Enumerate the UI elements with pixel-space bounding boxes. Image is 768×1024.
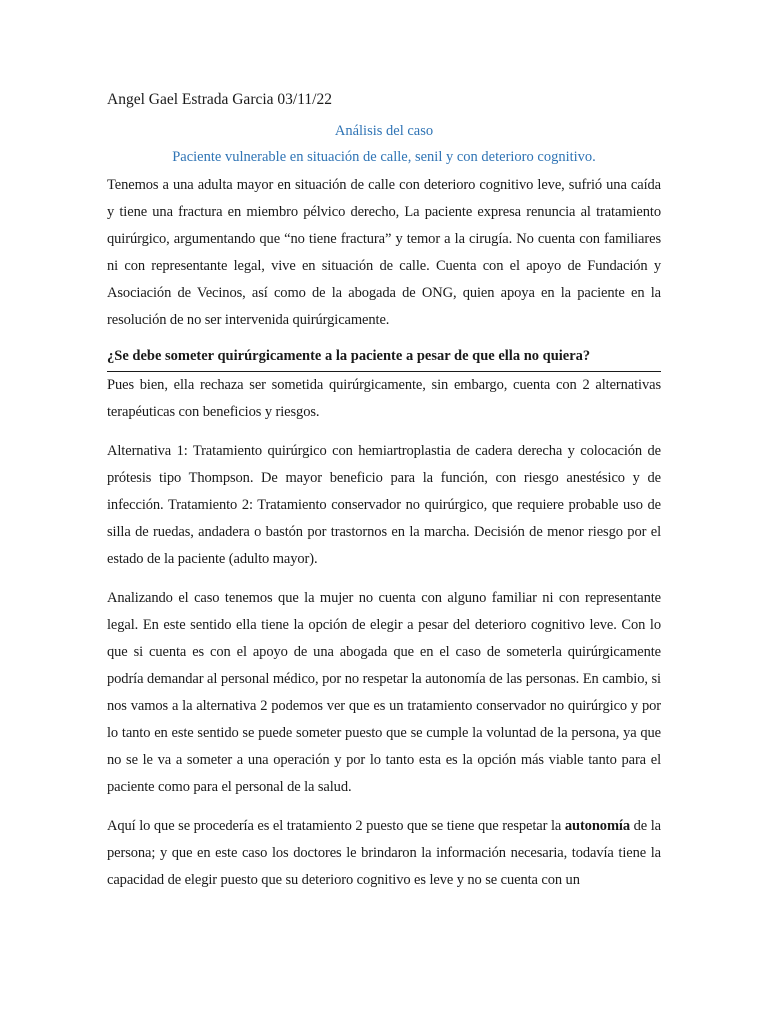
paragraph-alternatives-intro: Pues bien, ella rechaza ser sometida quirúrgicamente, sin embargo, cuenta con 2 alternativas terapéuticas con beneficios y riesgos. [107,377,661,420]
paragraph-conclusion [107,813,661,894]
paragraph-alternatives-detail: Alternativa 1: Tratamiento quirúrgico con hemiartroplastia de cadera derecha y colocación de prótesis tipo Thompson. De mayor beneficio para la función, con riesgo anestésico y de infección. Tratamiento 2: Tratamiento conservador no quirúrgico, que requiere probable uso de silla de ruedas, andadera o bastón por trastornos en la marcha. Decisión de menor riesgo por el estado de la paciente (adulto mayor). [107,443,661,567]
conclusion-text-end: de la persona; y que en este caso los doctores le brindaron la información necesaria, todavía tiene la capacidad de elegir puesto que su deterioro cognitivo es leve y no se cuenta con un [107,818,661,888]
document-title: Análisis del caso [334,123,434,139]
document-subtitle: Paciente vulnerable en situación de calle, senil y con deterioro cognitivo. [172,149,596,165]
paragraph-case-summary: Tenemos a una adulta mayor en situación de calle con deterioro cognitivo leve, sufrió una caída y tiene una fractura en miembro pélvico derecho, La paciente expresa renuncia al tratamiento quirúrgico, argumentando que “no tiene fractura” y temor a la cirugía. No cuenta con familiares ni con representante legal, vive en situación de calle. Cuenta con el apoyo de Fundación y Asociación de Vecinos, así como de la abogada de ONG, quien apoya en la paciente en la resolución de no ser intervenida quirúrgicamente. [107,177,661,328]
document-page [107,86,661,906]
emphasis-autonomia: autonomía [564,818,631,834]
question-heading: ¿Se debe someter quirúrgicamente a la paciente a pesar de que ella no quiera? [107,344,661,372]
author-date-line: Angel Gael Estrada Garcia 03/11/22 [107,91,332,108]
conclusion-text-start: Aquí lo que se procedería es el tratamiento 2 puesto que se tiene que respetar la [107,818,565,834]
paragraph-analysis: Analizando el caso tenemos que la mujer no cuenta con alguno familiar ni con representante legal. En este sentido ella tiene la opción de elegir a pesar del deterioro cognitivo leve. Con lo que si cuenta es con el apoyo de una abogada que en el caso de someterla quirúrgicamente podría demandar al personal médico, por no respetar la autonomía de las personas. En cambio, si nos vamos a la alternativa 2 podemos ver que es un tratamiento conservador no quirúrgico y por lo tanto en este sentido se puede someter puesto que se cumple la voluntad de la persona, ya que no se le va a someter a una operación y por lo tanto esta es la opción más viable tanto para el paciente como para el personal de la salud. [107,590,661,795]
